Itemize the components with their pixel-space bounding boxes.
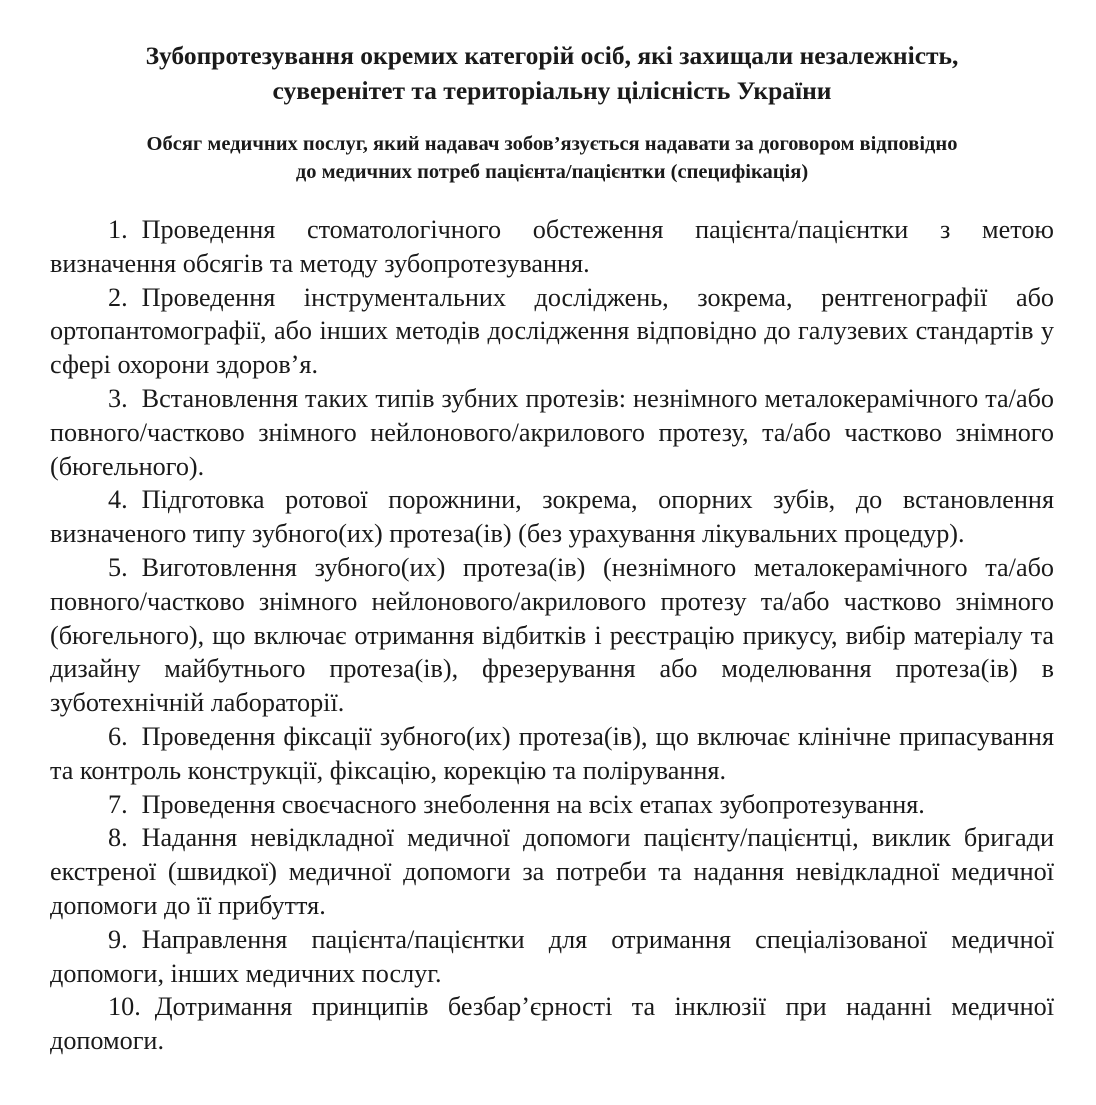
- list-item: [50, 990, 1054, 1058]
- item-text: Направлення пацієнта/пацієнтки для отримання спеціалізованої медичної допомоги, інших медичних послуг.: [50, 924, 1054, 988]
- item-text: Підготовка ротової порожнини, зокрема, опорних зубів, до встановлення визначеного типу зубного(их) протеза(ів) (без урахування лікувальних процедур).: [50, 485, 1054, 549]
- services-list: [50, 213, 1054, 1058]
- item-number: 5.: [108, 552, 128, 582]
- list-item: [50, 720, 1054, 788]
- item-number: 7.: [108, 789, 128, 819]
- item-text: Проведення своєчасного знеболення на всіх етапах зубопротезування.: [141, 789, 925, 819]
- item-text: Проведення фіксації зубного(их) протеза(ів), що включає клінічне припасування та контроль конструкції, фіксацію, корекцію та полірування.: [50, 721, 1054, 785]
- list-item: [50, 281, 1054, 382]
- title-line-2: суверенітет та територіальну цілісність України: [272, 76, 832, 105]
- item-number: 10.: [108, 992, 141, 1022]
- item-text: Проведення інструментальних досліджень, зокрема, рентгенографії або ортопантомографії, або інших методів дослідження відповідно до галузевих стандартів у сфері охорони здоров’я.: [50, 282, 1054, 380]
- item-text: Дотримання принципів безбар’єрності та інклюзії при наданні медичної допомоги.: [50, 992, 1054, 1056]
- item-text: Встановлення таких типів зубних протезів: незнімного металокерамічного та/або повного/частково знімного нейлонового/акрилового протезу, та/або частково знімного (бюгельного).: [50, 383, 1054, 481]
- list-item: [50, 923, 1054, 991]
- list-item: [50, 821, 1054, 922]
- subtitle-line-2: до медичних потреб пацієнта/пацієнтки (специфікація): [295, 161, 809, 183]
- item-text: Виготовлення зубного(их) протеза(ів) (незнімного металокерамічного та/або повного/частково знімного нейлонового/акрилового протезу та/або частково знімного (бюгельного), що включає отримання відбитків і реєстрацію прикусу, вибір матеріалу та дизайну майбутнього протеза(ів), фрезерування або моделювання протеза(ів) в зуботехнічній лабораторії.: [50, 552, 1054, 718]
- list-item: [50, 213, 1054, 281]
- item-text: Проведення стоматологічного обстеження пацієнта/пацієнтки з метою визначення обсягів та методу зубопротезування.: [50, 215, 1054, 278]
- list-item: [50, 788, 1054, 822]
- item-text: Надання невідкладної медичної допомоги пацієнту/пацієнтці, виклик бригади екстреної (швидкої) медичної допомоги за потреби та надання невідкладної медичної допомоги до її прибуття.: [50, 823, 1054, 920]
- item-number: 8.: [108, 823, 128, 853]
- item-number: 1.: [108, 215, 128, 244]
- item-number: 6.: [108, 721, 128, 751]
- title-line-1: Зубопротезування окремих категорій осіб, які захищали незалежність,: [145, 41, 959, 70]
- document-subtitle: [50, 130, 1054, 186]
- list-item: [50, 483, 1054, 551]
- list-item: [50, 551, 1054, 720]
- list-item: [50, 382, 1054, 483]
- item-number: 2.: [108, 282, 128, 312]
- item-number: 4.: [108, 485, 128, 515]
- item-number: 3.: [108, 383, 128, 413]
- subtitle-line-1: Обсяг медичних послуг, який надавач зобов’язується надавати за договором відповідно: [146, 133, 958, 155]
- item-number: 9.: [108, 924, 128, 954]
- document-title: [50, 38, 1054, 108]
